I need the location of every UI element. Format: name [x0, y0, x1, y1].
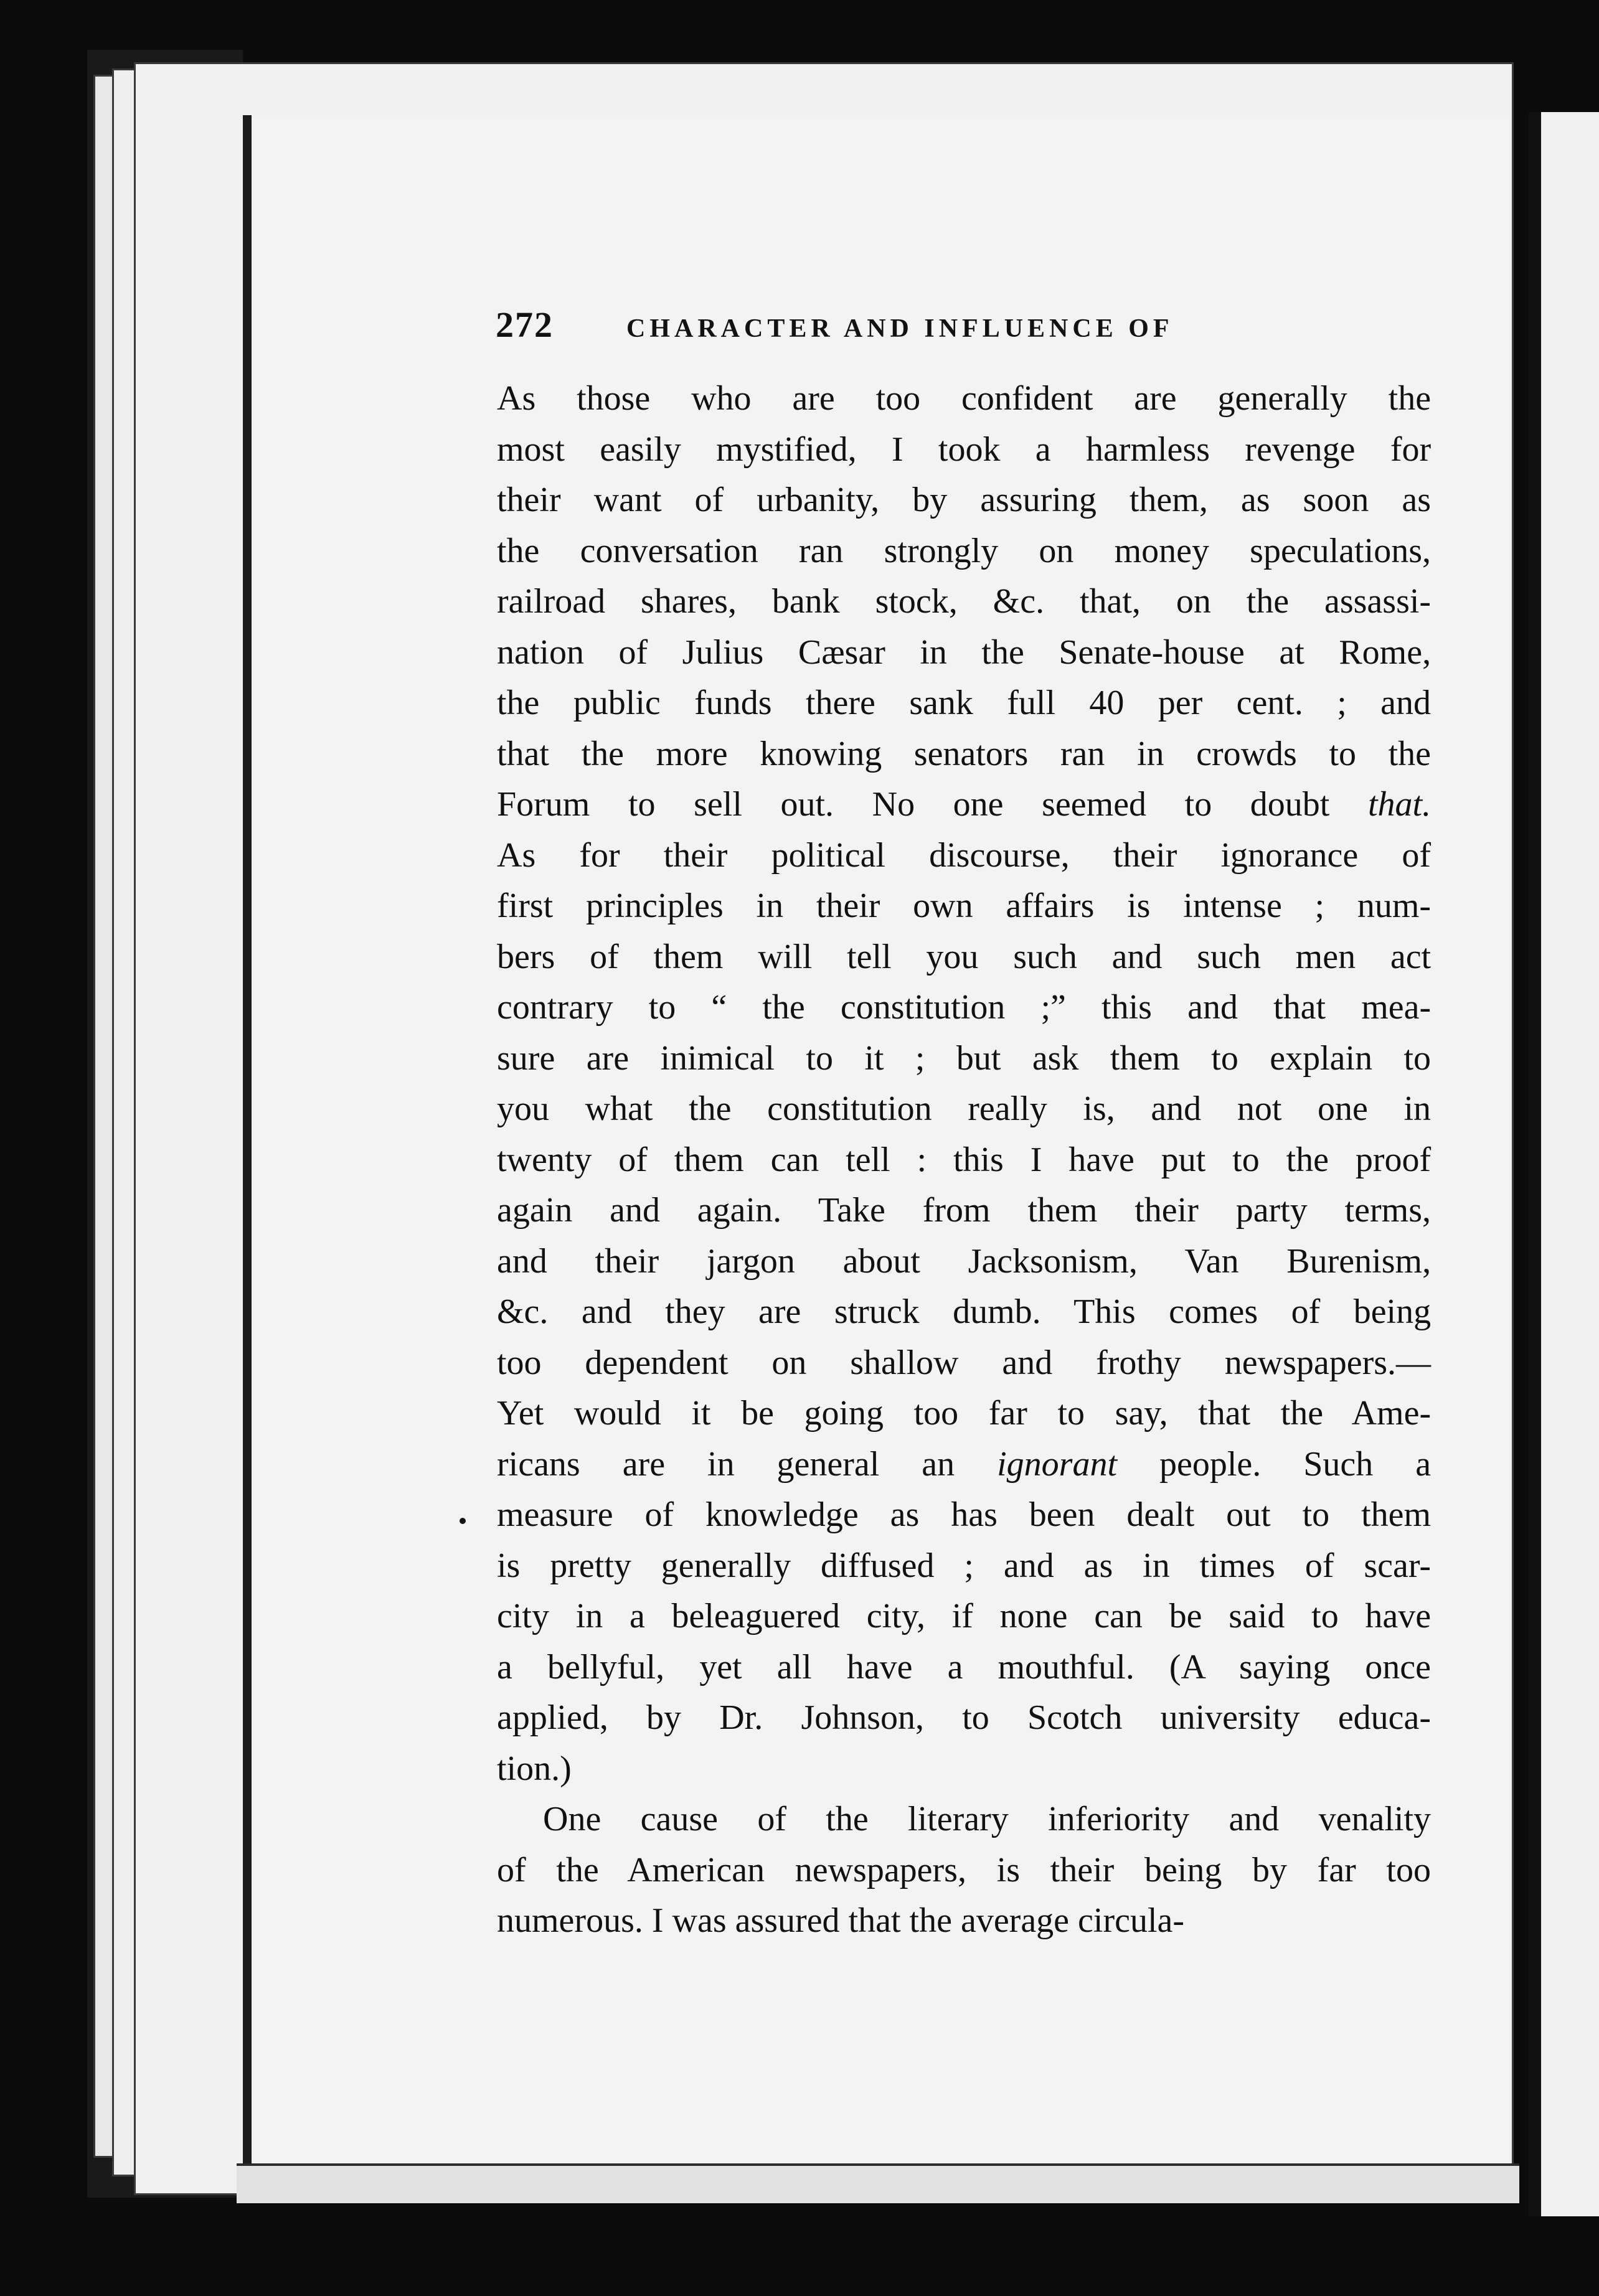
- text-line: most easily mystified, I took a harmless revenge for: [497, 430, 1432, 469]
- running-head: [496, 304, 1442, 347]
- text-line: ricans are in general an ignorant people. Such a: [497, 1444, 1432, 1484]
- text-line: twenty of them can tell : this I have put to the proof: [497, 1140, 1432, 1179]
- text-line: you what the constitution really is, and not one in: [497, 1089, 1432, 1128]
- text-line: Forum to sell out. No one seemed to doubt that.: [497, 785, 1432, 824]
- text-line: railroad shares, bank stock, &c. that, on the assassi-: [497, 582, 1432, 621]
- text-line: bers of them will tell you such and such men act: [497, 937, 1432, 976]
- text-line: again and again. Take from them their party terms,: [497, 1191, 1432, 1230]
- page-bottom-edge: [237, 2163, 1519, 2203]
- text-line: a bellyful, yet all have a mouthful. (A saying once: [497, 1647, 1431, 1687]
- text-line: too dependent on shallow and frothy newspapers.—: [497, 1343, 1432, 1382]
- text-line: contrary to “ the constitution ;” this and that mea-: [497, 988, 1432, 1027]
- text-line: first principles in their own affairs is intense ; num-: [497, 887, 1432, 925]
- text-line: nation of Julius Cæsar in the Senate-house at Rome,: [497, 633, 1432, 672]
- facing-page-edge: [1529, 112, 1599, 2216]
- text-line: the public funds there sank full 40 per cent. ; and: [497, 684, 1432, 722]
- text-line: As for their political discourse, their ignorance of: [497, 835, 1432, 875]
- text-line: numerous. I was assured that the average circula-: [497, 1901, 1185, 1940]
- text-line: measure of knowledge as has been dealt out to them: [497, 1495, 1432, 1534]
- text-line: and their jargon about Jacksonism, Van Burenism,: [497, 1241, 1432, 1281]
- text-line: tion.): [497, 1749, 572, 1788]
- text-line: is pretty generally diffused ; and as in times of scar-: [497, 1546, 1432, 1585]
- body-text: [497, 374, 1431, 1947]
- italic-word: ignorant: [997, 1444, 1118, 1484]
- margin-mark: [460, 1518, 466, 1524]
- text-line: One cause of the literary inferiority and venality: [543, 1800, 1432, 1838]
- text-line: As those who are too confident are generally the: [497, 379, 1432, 418]
- running-title: CHARACTER AND INFLUENCE OF: [626, 314, 1174, 343]
- text-line: of the American newspapers, is their being by far too: [497, 1850, 1432, 1889]
- text-line: that the more knowing senators ran in crowds to the: [497, 734, 1431, 773]
- italic-word: that.: [1367, 785, 1432, 824]
- text-line: applied, by Dr. Johnson, to Scotch university educa-: [497, 1698, 1432, 1737]
- text-line: sure are inimical to it ; but ask them to explain to: [497, 1038, 1432, 1078]
- text-line: city in a beleaguered city, if none can be said to have: [497, 1597, 1432, 1635]
- text-line: their want of urbanity, by assuring them, as soon as: [497, 481, 1432, 519]
- text-line: &c. and they are struck dumb. This comes of being: [497, 1292, 1432, 1331]
- text-line: the conversation ran strongly on money speculations,: [497, 531, 1431, 570]
- page-number: 272: [496, 304, 554, 345]
- text-line: Yet would it be going too far to say, that the Ame-: [497, 1394, 1432, 1433]
